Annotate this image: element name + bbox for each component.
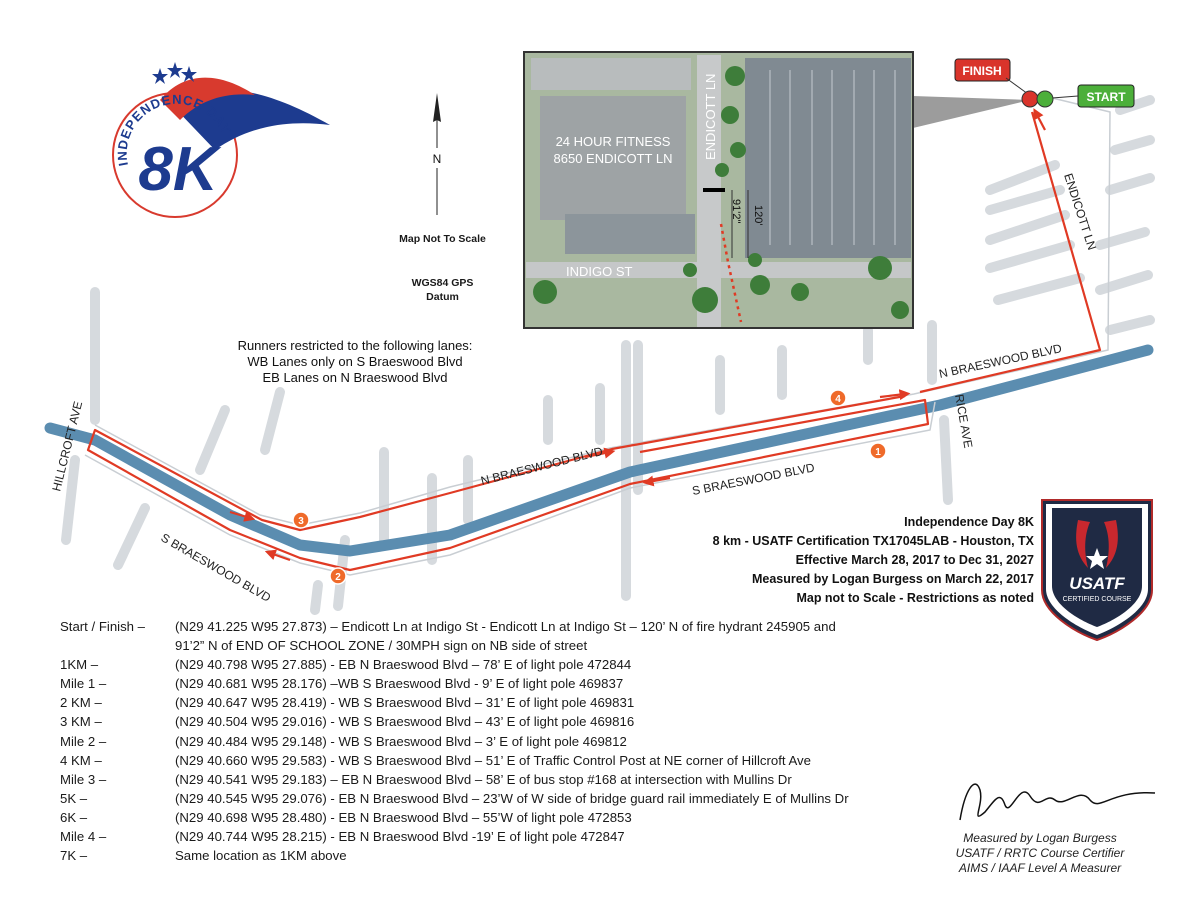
mile-marker-2 [330,568,346,584]
restriction-wb: WB Lanes only on S Braeswood Blvd [247,354,463,369]
split-label: 2 KM – [60,695,102,711]
svg-text:USATF: USATF [1069,574,1125,593]
svg-text:N: N [432,152,442,166]
split-label: 3 KM – [60,714,102,730]
logo-ring-text: INDEPENDENCE DAY [114,91,235,168]
mile-marker-3 [293,512,309,528]
split-label: Mile 1 – [60,676,107,692]
split-description-continued: 91’2” N of END OF SCHOOL ZONE / 30MPH sign on NB side of street [175,638,588,654]
split-row [60,751,940,770]
svg-text:2: 2 [335,572,341,583]
inset-dimension-91: 91'2" [730,199,742,224]
split-description: Same location as 1KM above [175,848,347,864]
split-description: (N29 40.545 W95 29.076) - EB N Braeswood Blvd – 23’W of W side of bridge guard rail immediately E of Mullins Dr [175,790,849,806]
signer-role: USATF / RRTC Course Certifier [955,846,1125,860]
inset-street-indigo: INDIGO ST [566,264,633,279]
split-row [60,827,940,846]
street-label-s-braeswood-east: S BRAESWOOD BLVD [690,460,816,498]
restriction-eb: EB Lanes on N Braeswood Blvd [262,370,448,385]
svg-text:START: START [1086,90,1126,104]
cert-event-name: Independence Day 8K [904,515,1034,529]
signer-name: Measured by Logan Burgess [963,831,1117,845]
split-label: 6K – [60,809,88,825]
split-label: Mile 3 – [60,771,107,787]
street-label-rice: RICE AVE [952,393,976,450]
inset-building-name: 24 HOUR FITNESS [555,134,671,149]
north-arrow-icon [433,93,442,215]
svg-text:CERTIFIED COURSE: CERTIFIED COURSE [1062,596,1132,603]
cert-scale-note: Map not to Scale - Restrictions as noted [796,591,1034,605]
street-label-endicott: ENDICOTT LN [1061,171,1100,252]
cert-effective-dates: Effective March 28, 2017 to Dec 31, 2027 [795,553,1034,567]
mile-marker-1 [870,443,886,459]
split-label: 7K – [60,848,88,864]
split-locations-list [60,617,940,865]
split-row [60,808,940,827]
split-row [60,674,940,693]
signature-icon [960,784,1155,820]
split-label: Mile 2 – [60,733,107,749]
event-logo [113,62,330,217]
split-description: (N29 40.541 W95 29.183) – EB N Braeswood Blvd – 58’ E of bus stop #168 at intersection with Mullins Dr [175,771,792,787]
svg-text:1: 1 [875,447,881,458]
inset-dimension-120: 120' [752,205,764,226]
split-label: 4 KM – [60,752,102,768]
inset-street-endicott: ENDICOTT LN [703,73,718,160]
restriction-heading: Runners restricted to the following lanes: [237,338,473,353]
measurer-signature-block [935,831,1145,876]
logo-8k-text: 8K [138,135,218,204]
split-description: (N29 40.660 W95 29.583) - WB S Braeswood Blvd – 51’ E of Traffic Control Post at NE corner of Hillcroft Ave [175,752,811,768]
cert-number: 8 km - USATF Certification TX17045LAB - Houston, TX [712,534,1034,548]
split-row [60,693,940,712]
split-row [60,789,940,808]
certification-info [713,513,1034,608]
start-marker [1037,85,1134,107]
gps-datum-note: WGS84 GPS Datum [411,277,474,303]
street-label-hillcroft: HILLCROFT AVE [49,399,86,493]
split-description: (N29 40.798 W95 27.885) - EB N Braeswood Blvd – 78’ E of light pole 472844 [175,657,632,673]
split-row [60,655,940,674]
street-label-n-braeswood-east: N BRAESWOOD BLVD [937,341,1064,381]
map-not-to-scale-note: Map Not To Scale [399,233,486,245]
street-label-n-braeswood-mid: N BRAESWOOD BLVD [479,444,605,488]
inset-building-address: 8650 ENDICOTT LN [553,151,673,166]
usatf-badge [1042,500,1152,640]
cert-measured-by: Measured by Logan Burgess on March 22, 2017 [751,572,1034,586]
split-label: Start / Finish – [60,619,146,634]
lane-restrictions [210,338,500,386]
inset-map [524,52,913,328]
split-row [60,770,940,789]
split-description: (N29 40.744 W95 28.215) - EB N Braeswood Blvd -19’ E of light pole 472847 [175,829,625,845]
split-row [60,732,940,751]
svg-text:FINISH: FINISH [962,64,1002,78]
split-row [60,617,940,636]
inset-pointer [913,96,1030,128]
svg-text:3: 3 [298,516,304,527]
split-row [60,846,940,865]
split-description: (N29 40.647 W95 28.419) - WB S Braeswood Blvd – 31’ E of light pole 469831 [175,695,635,711]
street-label-s-braeswood-west: S BRAESWOOD BLVD [158,530,274,605]
mile-marker-4 [830,390,846,406]
split-label: 1KM – [60,657,99,673]
split-description: (N29 41.225 W95 27.873) – Endicott Ln at Indigo St - Endicott Ln at Indigo St – 120’ N of fire hydrant 245905 and [175,619,836,634]
split-description: (N29 40.504 W95 29.016) - WB S Braeswood Blvd – 43’ E of light pole 469816 [175,714,635,730]
split-label: 5K – [60,790,88,806]
signer-level: AIMS / IAAF Level A Measurer [958,861,1122,875]
split-row [60,712,940,731]
split-description: (N29 40.681 W95 28.176) –WB S Braeswood Blvd - 9’ E of light pole 469837 [175,676,624,692]
split-description: (N29 40.484 W95 29.148) - WB S Braeswood Blvd – 3’ E of light pole 469812 [175,733,627,749]
svg-text:4: 4 [835,394,841,405]
split-description: (N29 40.698 W95 28.480) - EB N Braeswood Blvd – 55’W of light pole 472853 [175,809,632,825]
split-label: Mile 4 – [60,829,107,845]
